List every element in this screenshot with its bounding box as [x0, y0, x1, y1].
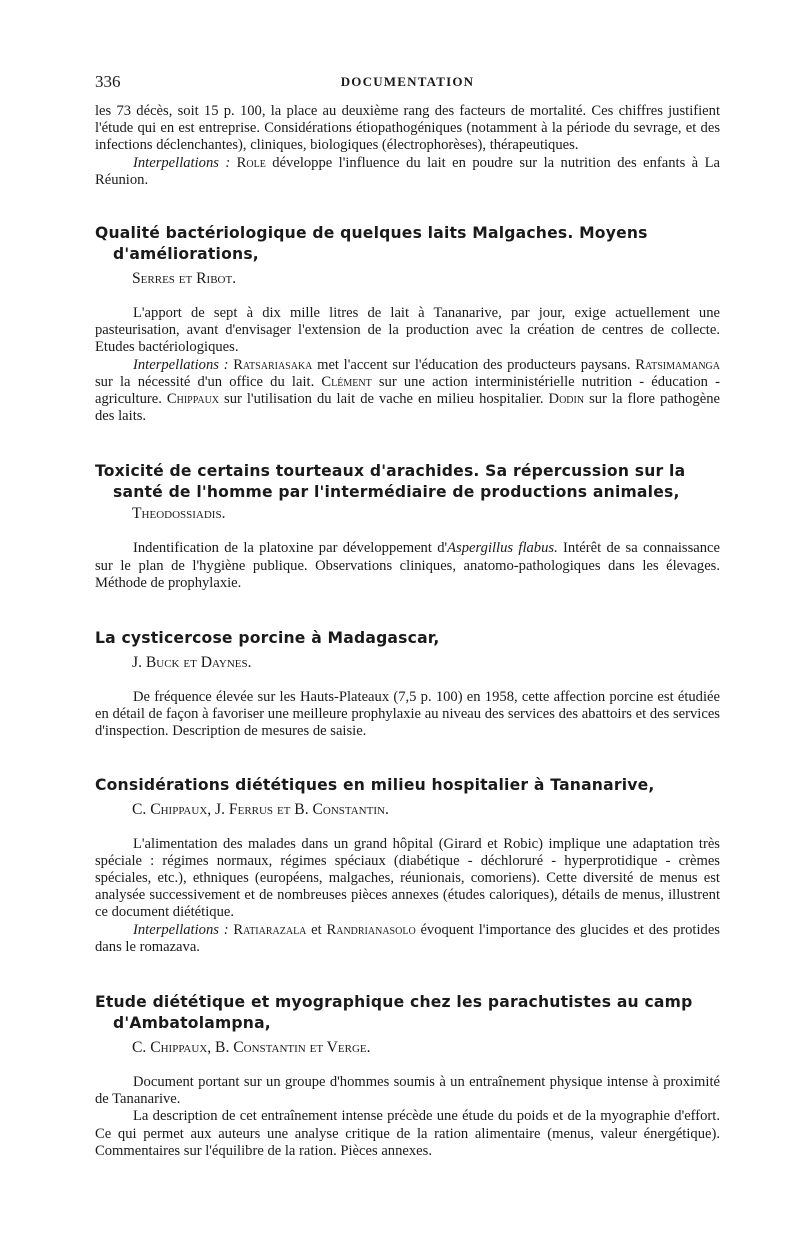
interpellation-text: et	[306, 921, 327, 938]
interpellation-text: sur la flore pathogène des laits.	[95, 391, 720, 425]
section-title: La cysticercose porcine à Madagascar,	[95, 629, 440, 648]
section-title: Toxicité de certains tourteaux d'arachides. Sa répercussion sur la santé de l'homme par l'intermédiaire de productions animales,	[95, 462, 686, 502]
speaker-name: Chippaux	[166, 391, 220, 408]
section-interpellations	[95, 922, 720, 956]
body-text: Indentification de la platoxine par développement d'	[133, 540, 448, 557]
interpellations-label: Interpellations :	[133, 154, 231, 171]
speaker-name: Dodin	[548, 391, 585, 408]
interpellations-label: Interpellations :	[133, 356, 229, 373]
section-body: Document portant sur un groupe d'hommes soumis à un entraînement physique intense à proximité de Tananarive.	[95, 1074, 720, 1108]
section-tourteaux-arachides	[95, 461, 720, 592]
interpellation-text: sur une action interministérielle nutrition - éducation - agriculture.	[95, 373, 720, 408]
interpellations-label: Interpellations :	[133, 921, 229, 938]
running-title: DOCUMENTATION	[340, 74, 475, 89]
section-body: De fréquence élevée sur les Hauts-Plateaux (7,5 p. 100) en 1958, cette affection porcine est étudiée en détail de façon à favoriser une meilleure prophylaxie au niveau des services des abattoirs et des services d'inspection. Description de mesures de saisie.	[95, 689, 720, 740]
page-number: 336	[95, 72, 121, 91]
speaker-name: Clément	[321, 373, 372, 390]
intro-paragraph: les 73 décès, soit 15 p. 100, la place au deuxième rang des facteurs de mortalité. Ces chiffres justifient l'étude qui en est entreprise. Considérations étiopathogéniques (notamment à la période du sevrage, et des infections déclenchantes), cliniques, biologiques (électrophorèses), thérapeutiques.	[95, 103, 720, 154]
page-header	[95, 72, 720, 94]
section-parachutistes	[95, 992, 720, 1160]
body-text: Intérêt de sa connaissance sur le plan de l'hygiène publique. Observations cliniques, anatomo-pathologiques dans les élevages. Méthode de prophylaxie.	[95, 540, 721, 591]
speaker-name: Role	[236, 154, 266, 171]
section-body: La description de cet entraînement intense précède une étude du poids et de la myographie d'effort. Ce qui permet aux auteurs une analyse critique de la ration alimentaire (menus, valeur énergétique). Commentaires sur l'équilibre de la ration. Pièces annexes.	[95, 1108, 720, 1159]
speaker-name: Ratiarazala	[233, 921, 307, 938]
interpellation-text: met l'accent sur l'éducation des producteurs paysans.	[312, 356, 636, 373]
intro-interpellations	[95, 155, 720, 189]
section-authors: C. Chippaux, J. Ferrus et B. Constantin.	[132, 800, 389, 818]
section-dietetique-hospitalier	[95, 775, 720, 956]
interpellation-text: développe l'influence du lait en poudre sur la nutrition des enfants à La Réunion.	[95, 154, 720, 188]
speaker-name: Ratsariasaka	[233, 356, 313, 373]
section-authors: Serres et Ribot.	[132, 270, 237, 288]
section-authors: Theodossiadis.	[132, 505, 226, 523]
section-body: L'apport de sept à dix mille litres de lait à Tananarive, par jour, exige actuellement une pasteurisation, avant d'envisager l'extension de la production avec la création de centres de collecte. Etudes bactériologiques.	[95, 305, 720, 356]
interpellation-text: sur l'utilisation du lait de vache en milieu hospitalier.	[219, 391, 549, 408]
interpellation-text: sur la nécessité d'un office du lait.	[95, 373, 322, 390]
section-title: Etude diététique et myographique chez les parachutistes au camp d'Ambatolampna,	[95, 993, 693, 1033]
speaker-name: Randrianasolo	[326, 921, 416, 938]
section-interpellations	[95, 357, 720, 426]
speaker-name: Ratsimamanga	[635, 356, 720, 373]
section-authors: C. Chippaux, B. Constantin et Verge.	[132, 1039, 371, 1057]
section-title: Considérations diététiques en milieu hospitalier à Tananarive,	[95, 775, 655, 794]
species-name: Aspergillus flabus.	[447, 540, 558, 557]
section-title: Qualité bactériologique de quelques laits Malgaches. Moyens d'améliorations,	[95, 224, 648, 264]
interpellation-text: évoquent l'importance des glucides et des protides dans le romazava.	[95, 921, 720, 955]
section-cysticercose	[95, 628, 720, 741]
section-laits-malgaches	[95, 223, 720, 425]
section-authors: J. Buck et Daynes.	[132, 654, 252, 672]
section-body: L'alimentation des malades dans un grand hôpital (Girard et Robic) implique une adaptation très spéciale : régimes normaux, régimes spéciaux (diabétique - déchloruré - hyperprotidique - crèmes spéciales, etc.), ethniques (européens, malgaches, réunionais, comoriens). Cette diversité de menus est analysée successivement et de nombreuses pièces annexes (études caloriques), détails de menus, illustrent ce document diététique.	[95, 835, 720, 921]
page-content	[95, 103, 720, 1160]
section-body	[95, 540, 720, 592]
